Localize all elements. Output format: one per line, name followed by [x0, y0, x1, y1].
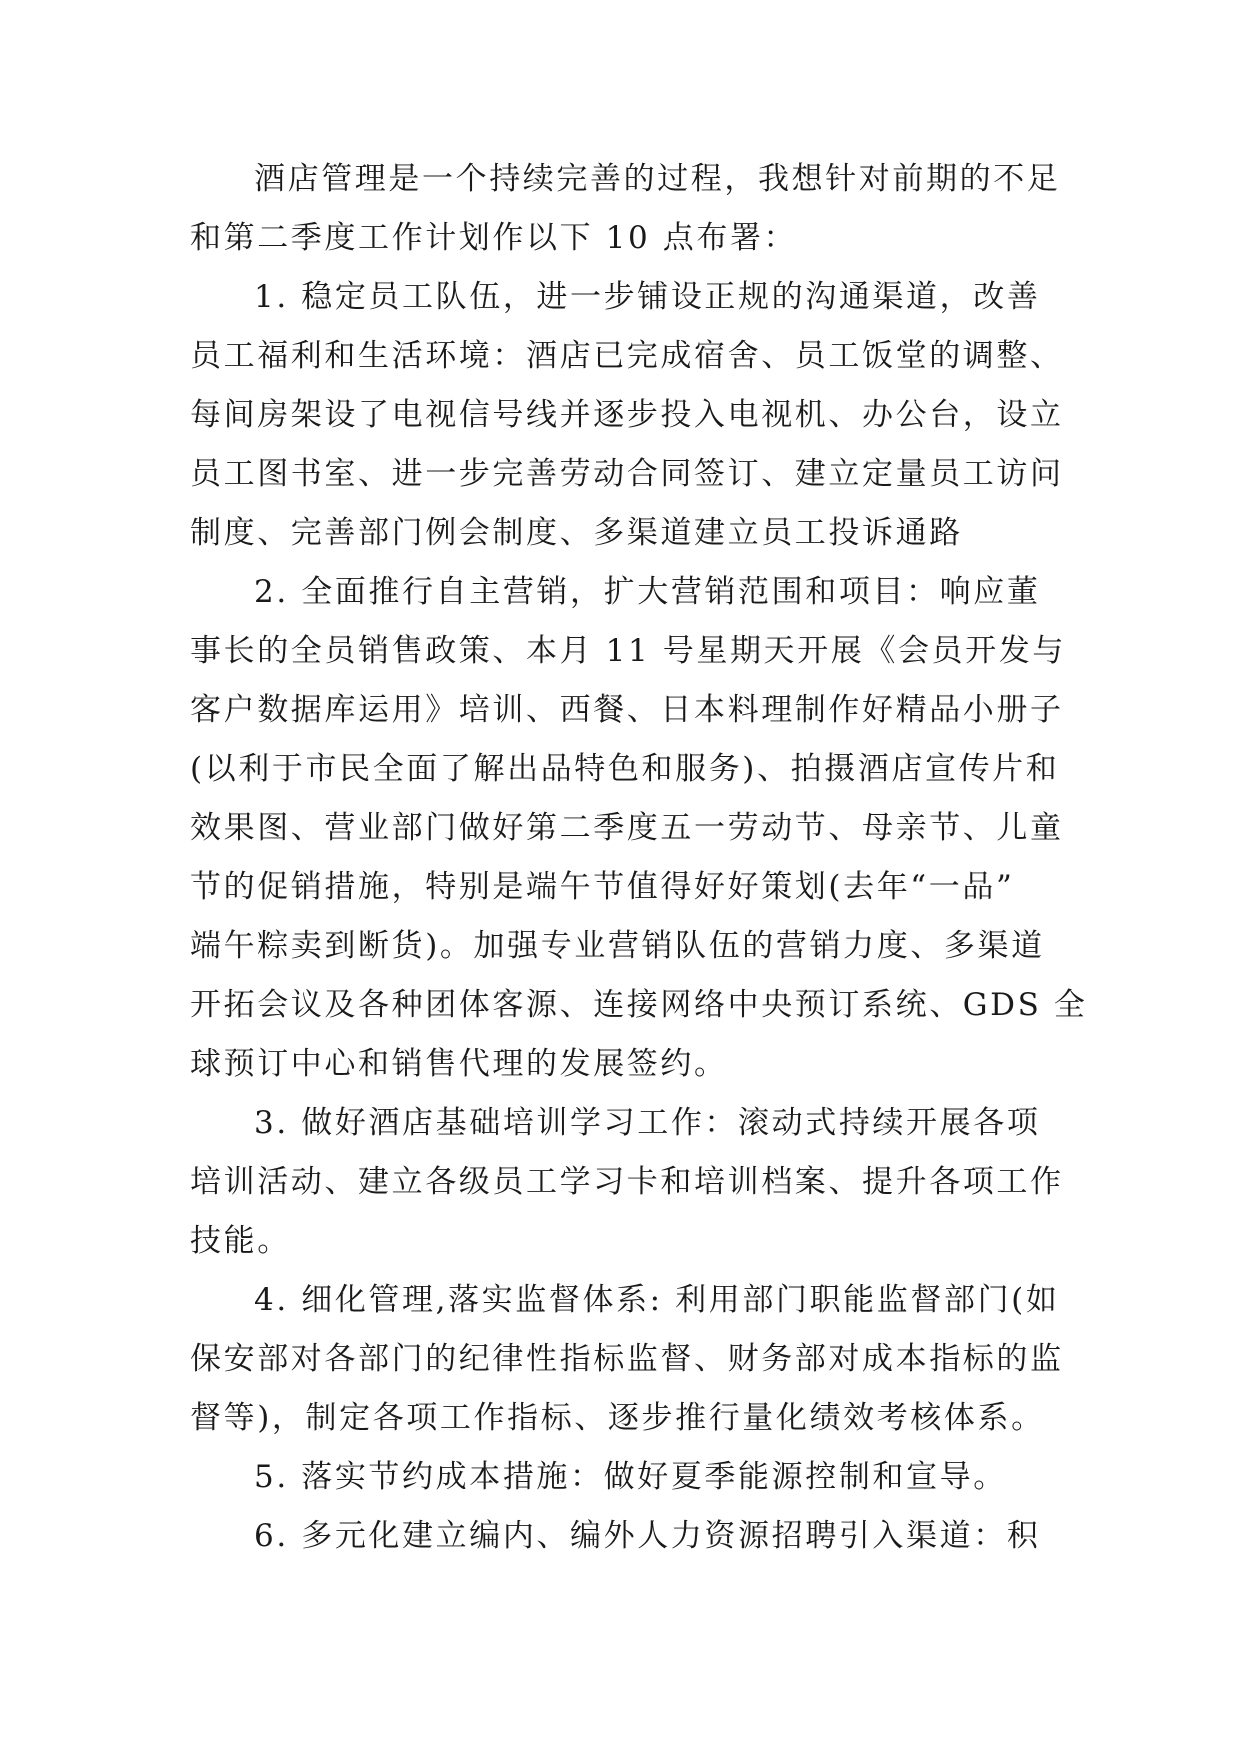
- text-line: 球预订中心和销售代理的发展签约。: [190, 1046, 728, 1082]
- text-line: 4. 细化管理,落实监督体系: 利用部门职能监督部门(如: [254, 1282, 1060, 1318]
- text-line: 督等)，制定各项工作指标、逐步推行量化绩效考核体系。: [190, 1400, 1045, 1436]
- document-body: [190, 150, 1088, 1566]
- text-line: 开拓会议及各种团体客源、连接网络中央预订系统、GDS 全: [190, 987, 1088, 1023]
- text-line: (以利于市民全面了解出品特色和服务)、拍摄酒店宣传片和: [190, 751, 1060, 787]
- text-line: 客户数据库运用》培训、西餐、日本料理制作好精品小册子: [190, 692, 1064, 728]
- text-line: 培训活动、建立各级员工学习卡和培训档案、提升各项工作: [190, 1164, 1064, 1200]
- text-line: 和第二季度工作计划作以下 10 点布署：: [190, 220, 798, 256]
- text-line: 5. 落实节约成本措施：做好夏季能源控制和宣导。: [254, 1459, 1007, 1495]
- text-line: 技能。: [190, 1223, 291, 1259]
- text-line: 2. 全面推行自主营销，扩大营销范围和项目：响应董: [254, 574, 1041, 610]
- text-line: 1. 稳定员工队伍，进一步铺设正规的沟通渠道，改善: [254, 279, 1041, 315]
- text-line: 制度、完善部门例会制度、多渠道建立员工投诉通路: [190, 515, 963, 551]
- text-line: 员工图书室、进一步完善劳动合同签订、建立定量员工访问: [190, 456, 1064, 492]
- text-line: 节的促销措施，特别是端午节值得好好策划(去年“一品”: [190, 869, 1015, 905]
- text-line: 事长的全员销售政策、本月 11 号星期天开展《会员开发与: [190, 633, 1066, 669]
- text-line: 端午粽卖到断货)。加强专业营销队伍的营销力度、多渠道: [190, 928, 1045, 964]
- text-line: 效果图、营业部门做好第二季度五一劳动节、母亲节、儿童: [190, 810, 1064, 846]
- text-line: 保安部对各部门的纪律性指标监督、财务部对成本指标的监: [190, 1341, 1064, 1377]
- text-line: 3. 做好酒店基础培训学习工作：滚动式持续开展各项: [254, 1105, 1041, 1141]
- text-line: 每间房架设了电视信号线并逐步投入电视机、办公台，设立: [190, 397, 1064, 433]
- text-line: 6. 多元化建立编内、编外人力资源招聘引入渠道：积: [254, 1518, 1041, 1554]
- text-line: 酒店管理是一个持续完善的过程，我想针对前期的不足: [254, 161, 1061, 197]
- text-line: 员工福利和生活环境：酒店已完成宿舍、员工饭堂的调整、: [190, 338, 1064, 374]
